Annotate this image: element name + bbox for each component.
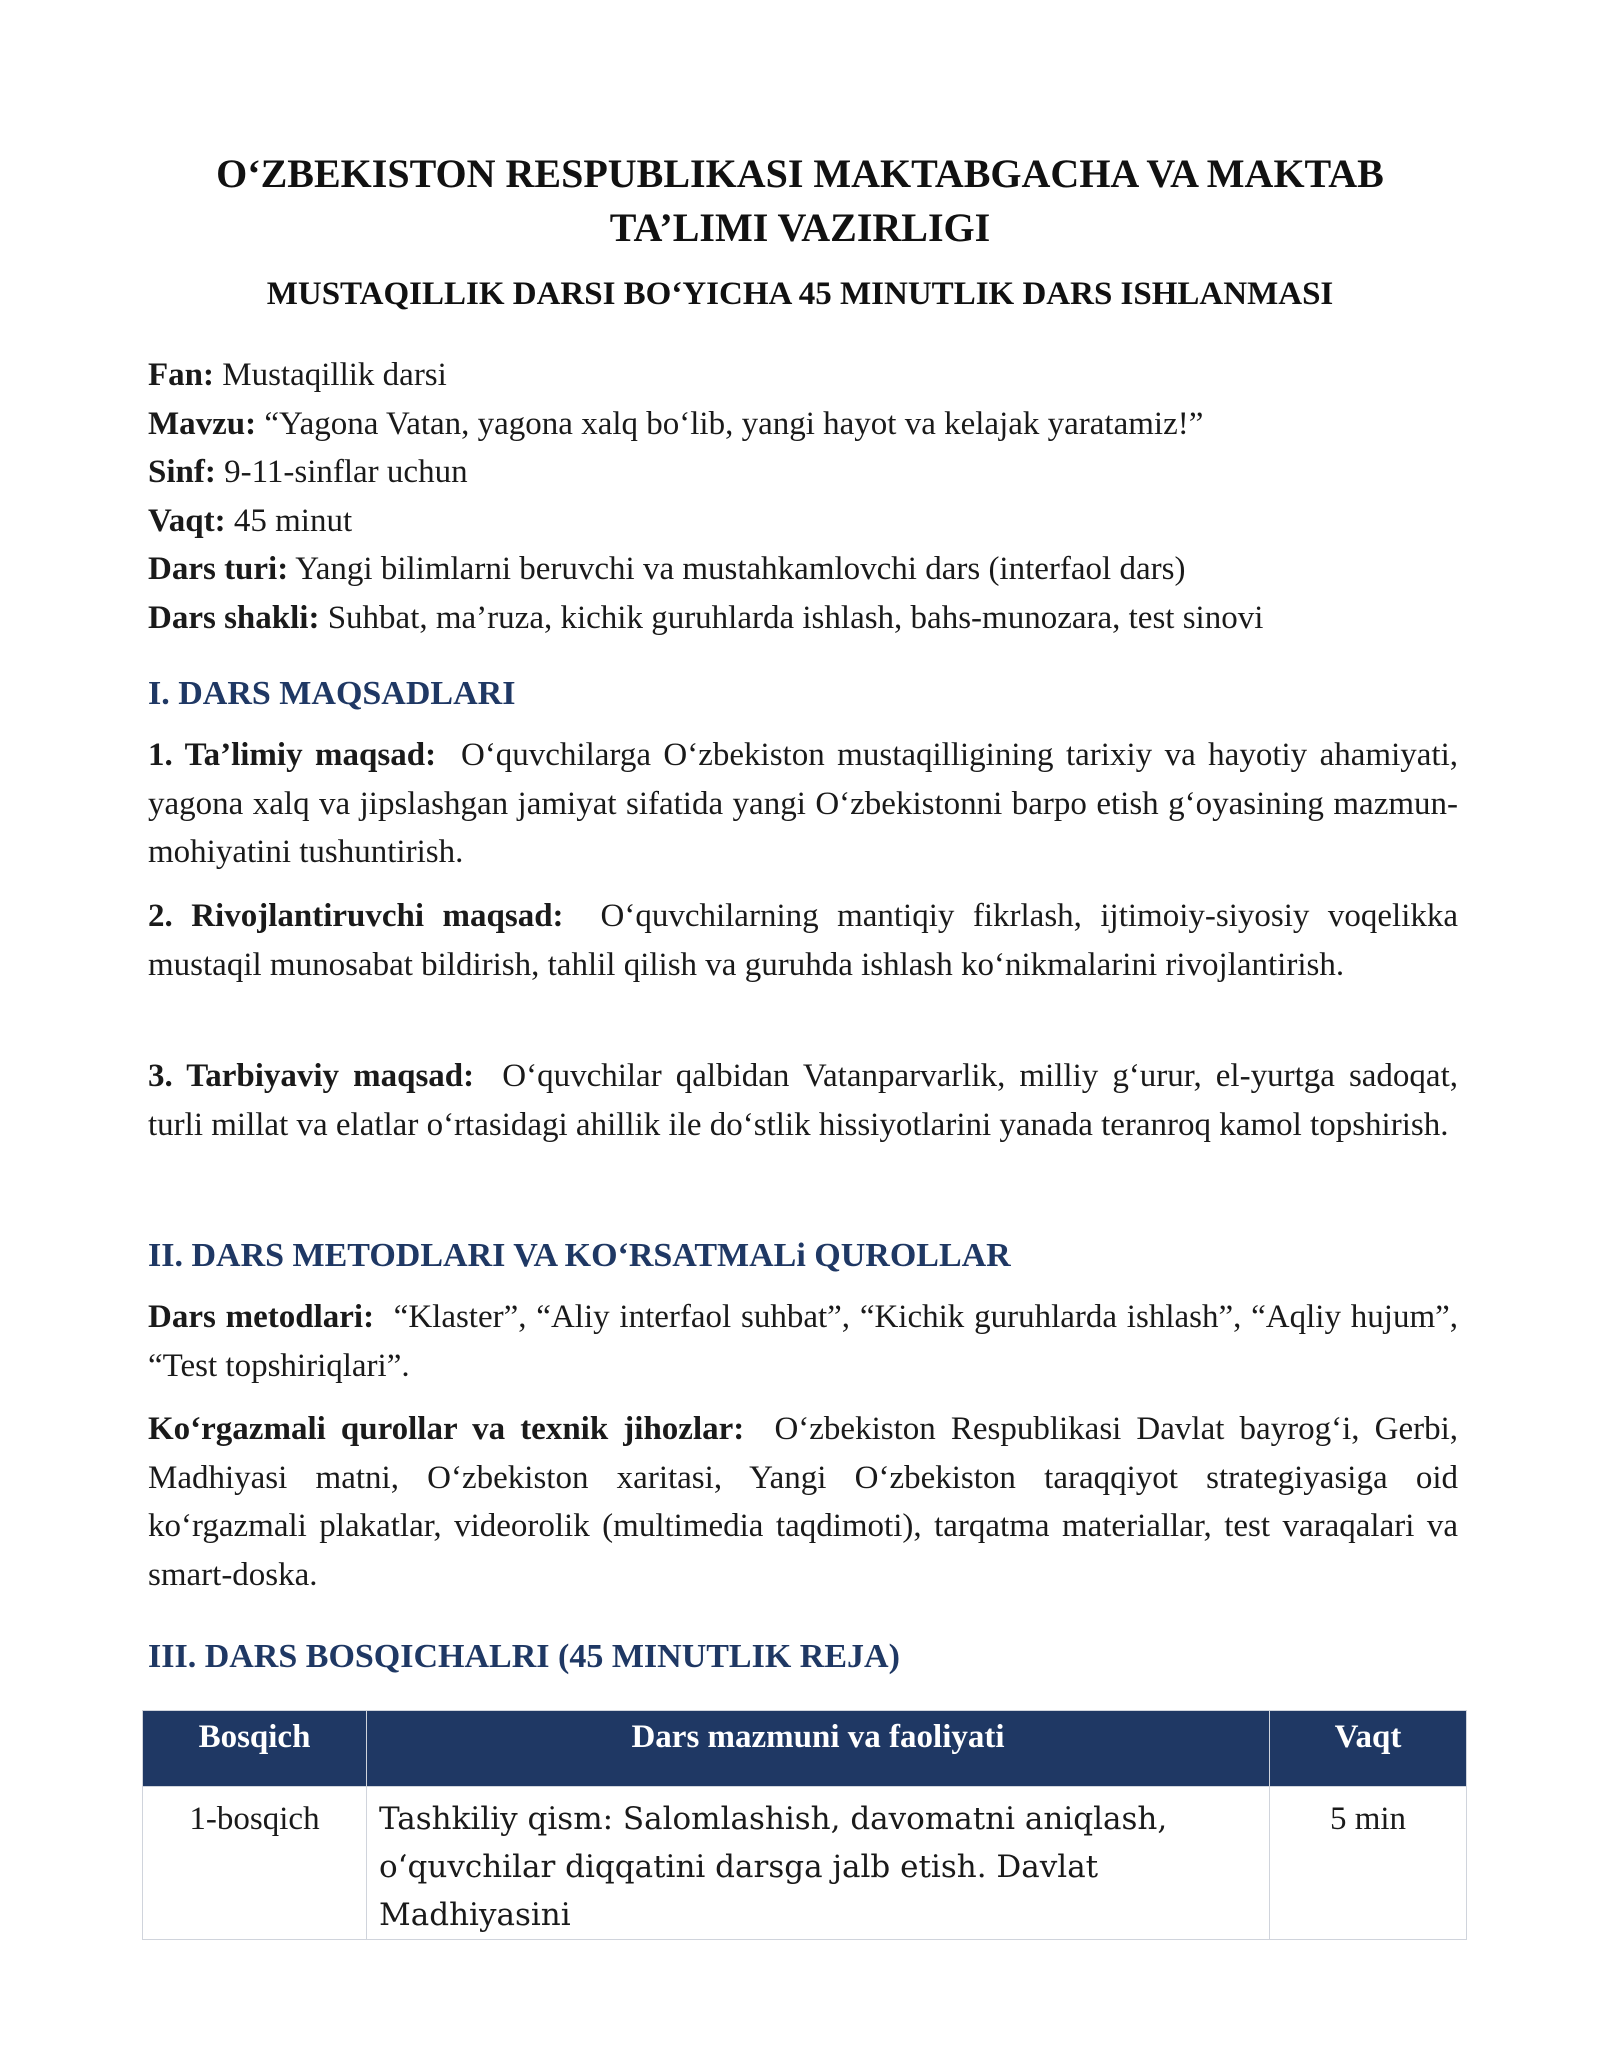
goal2-text: O‘quvchilarning mantiqiy fikrlash, ijtimoiy-siyosiy voqelikka mustaqil munosabat bildirish, tahlil qilish va guruhda ishlash ko‘nikmalarini rivojlantirish. xyxy=(148,898,1459,983)
vaqt-value: 45 minut xyxy=(233,502,353,539)
table-row xyxy=(143,1787,1467,1940)
goal3-label: 3. Tarbiyaviy maqsad: xyxy=(148,1058,475,1094)
dars-turi-value: Yangi bilimlarni beruvchi va mustahkamlovchi dars (interfaol dars) xyxy=(295,551,1186,587)
goal-paragraph-3 xyxy=(148,1052,1458,1149)
tools-text: O‘zbekiston Respublikasi Davlat bayrog‘i, Gerbi, Madhiyasi matni, O‘zbekiston xaritasi, Yangi O‘zbekiston taraqqiyot strategiyasiga oid ko‘rgazmali plakatlar, videorolik (multimedia taqdimoti), tarqatma materiallar, test varaqalari va smart-doska. xyxy=(148,1411,1458,1593)
ministry-title xyxy=(100,147,1500,255)
ministry-title-line1: O‘ZBEKISTON RESPUBLIKASI MAKTABGACHA VA MAKTAB xyxy=(216,151,1384,196)
methods-text: “Klaster”, “Aliy interfaol suhbat”, “Kichik guruhlarda ishlash”, “Aqliy hujum”, “Test topshiriqlari”. xyxy=(148,1299,1459,1384)
mavzu-value: “Yagona Vatan, yagona xalq bo‘lib, yangi hayot va kelajak yaratamiz!” xyxy=(264,405,1204,442)
column-header-stage: Bosqich xyxy=(143,1711,367,1787)
info-row-dars-turi xyxy=(148,545,1458,594)
table-header-row xyxy=(143,1711,1467,1787)
goal-paragraph-1 xyxy=(148,731,1458,877)
dars-turi-label: Dars turi: xyxy=(148,551,289,587)
fan-value: Mustaqillik darsi xyxy=(222,357,447,393)
content-cell: Tashkiliy qism: Salomlashish, davomatni aniqlash, o‘quvchilar diqqatini darsga jalb etish. Davlat Madhiyasini xyxy=(367,1787,1270,1940)
info-row-sinf xyxy=(148,448,1458,497)
document-subtitle: MUSTAQILLIK DARSI BO‘YICHA 45 MINUTLIK DARS ISHLANMASI xyxy=(266,276,1334,312)
section-heading-stages: III. DARS BOSQICHALRI (45 MINUTLIK REJA) xyxy=(148,1638,900,1675)
methods-paragraph xyxy=(148,1293,1458,1390)
goal1-label: 1. Ta’limiy maqsad: xyxy=(148,737,437,773)
mavzu-label: Mavzu: xyxy=(148,405,257,442)
sinf-label: Sinf: xyxy=(148,454,216,490)
goal1-text: O‘quvchilarga O‘zbekiston mustaqilligining tarixiy va hayotiy ahamiyati, yagona xalq va jipslashgan jamiyat sifatida yangi O‘zbekistonni barpo etish g‘oyasining mazmun-mohiyatini tushuntirish. xyxy=(148,737,1458,870)
time-cell: 5 min xyxy=(1270,1787,1467,1940)
info-row-dars-shakli xyxy=(148,594,1458,643)
ministry-title-line2: TA’LIMI VAZIRLIGI xyxy=(609,205,991,250)
sinf-value: 9-11-sinflar uchun xyxy=(224,454,468,490)
tools-paragraph xyxy=(148,1405,1458,1599)
stage-cell: 1-bosqich xyxy=(143,1787,367,1940)
vaqt-label: Vaqt: xyxy=(148,502,226,539)
goal-paragraph-2 xyxy=(148,892,1458,989)
methods-label: Dars metodlari: xyxy=(148,1299,375,1335)
tools-label: Ko‘rgazmali qurollar va texnik jihozlar: xyxy=(148,1411,745,1447)
section-heading-goals: I. DARS MAQSADLARI xyxy=(148,675,516,712)
fan-label: Fan: xyxy=(148,357,214,393)
dars-shakli-label: Dars shakli: xyxy=(148,599,320,636)
goal3-text: O‘quvchilar qalbidan Vatanparvarlik, milliy g‘urur, el-yurtga sadoqat, turli millat va elatlar o‘rtasidagi ahillik ile do‘stlik hissiyotlarini yanada teranroq kamol topshirish. xyxy=(148,1058,1458,1143)
section-heading-methods: II. DARS METODLARI VA KO‘RSATMALi QUROLLAR xyxy=(148,1237,1011,1274)
lesson-info xyxy=(148,351,1458,642)
column-header-content: Dars mazmuni va faoliyati xyxy=(367,1711,1270,1787)
info-row-vaqt xyxy=(148,497,1458,546)
goal2-label: 2. Rivojlantiruvchi maqsad: xyxy=(148,898,564,934)
info-row-mavzu xyxy=(148,400,1458,449)
info-row-fan xyxy=(148,351,1458,400)
lesson-stages-table xyxy=(142,1710,1467,1940)
dars-shakli-value: Suhbat, ma’ruza, kichik guruhlarda ishlash, bahs-munozara, test sinovi xyxy=(327,599,1264,636)
column-header-time: Vaqt xyxy=(1270,1711,1467,1787)
